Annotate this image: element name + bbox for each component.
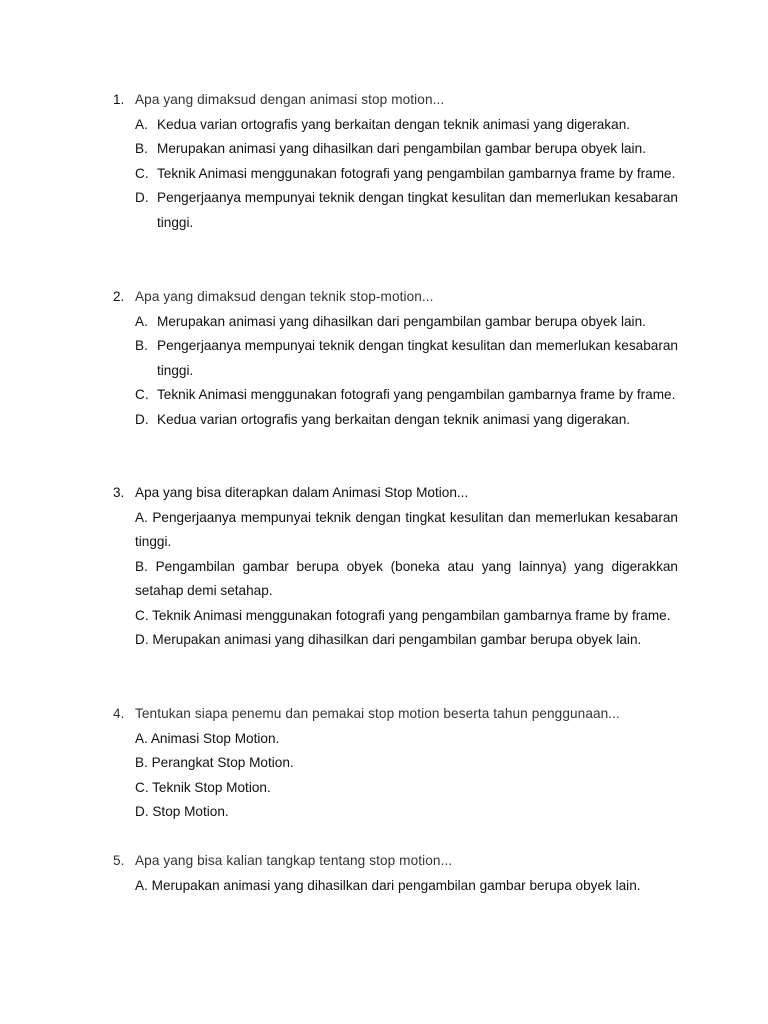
option-c: C. Teknik Stop Motion. xyxy=(135,779,271,795)
option-d: D. Stop Motion. xyxy=(135,804,229,819)
question-4-line xyxy=(113,702,678,727)
option-letter: A. xyxy=(135,313,148,329)
option-text: Kedua varian ortografis yang berkaitan dengan teknik animasi yang digerakan. xyxy=(157,411,631,427)
question-5 xyxy=(113,849,678,898)
question-5-line xyxy=(113,849,678,874)
question-1 xyxy=(113,88,678,235)
option-b: B. Perangkat Stop Motion. xyxy=(135,755,294,770)
option-text: Merupakan animasi yang dihasilkan dari pengambilan gambar berupa obyek lain. xyxy=(157,141,646,156)
option-c xyxy=(135,162,678,187)
option-a: A. Pengerjaanya mempunyai teknik dengan tingkat kesulitan dan memerlukan kesabaran tinggi. xyxy=(135,509,678,549)
question-text: Tentukan siapa penemu dan pemakai stop motion beserta tahun penggunaan... xyxy=(135,706,620,721)
question-text: Apa yang dimaksud dengan animasi stop motion... xyxy=(135,92,445,107)
option-c xyxy=(135,383,678,408)
options-list xyxy=(135,727,678,825)
question-text: Apa yang dimaksud dengan teknik stop-motion... xyxy=(135,289,434,304)
question-2 xyxy=(113,285,678,432)
option-letter: C. xyxy=(135,165,149,181)
option-d xyxy=(135,408,678,433)
question-number: 2. xyxy=(113,289,125,304)
option-b xyxy=(135,334,678,383)
option-a xyxy=(135,310,678,335)
question-text: Apa yang bisa diterapkan dalam Animasi Stop Motion... xyxy=(135,485,469,500)
option-text: Merupakan animasi yang dihasilkan dari pengambilan gambar berupa obyek lain. xyxy=(157,313,646,329)
option-letter: C. xyxy=(135,387,149,402)
options-list xyxy=(135,310,678,433)
question-4 xyxy=(113,702,678,825)
option-a xyxy=(135,113,678,138)
question-3 xyxy=(113,481,678,653)
option-text: Pengerjaanya mempunyai teknik dengan tingkat kesulitan dan memerlukan kesabaran tinggi. xyxy=(157,338,678,378)
option-letter: D. xyxy=(135,190,149,205)
option-d xyxy=(135,186,678,235)
option-d: D. Merupakan animasi yang dihasilkan dari pengambilan gambar berupa obyek lain. xyxy=(135,632,642,647)
option-text: Pengerjaanya mempunyai teknik dengan tingkat kesulitan dan memerlukan kesabaran tinggi. xyxy=(157,190,678,230)
option-text: Kedua varian ortografis yang berkaitan dengan teknik animasi yang digerakan. xyxy=(157,116,631,132)
question-2-line xyxy=(113,285,678,310)
option-text: Teknik Animasi menggunakan fotografi yang pengambilan gambarnya frame by frame. xyxy=(157,165,676,181)
question-3-line xyxy=(113,481,678,506)
option-c: C. Teknik Animasi menggunakan fotografi yang pengambilan gambarnya frame by frame. xyxy=(135,607,671,623)
question-number: 5. xyxy=(113,853,125,868)
option-b xyxy=(135,137,678,162)
options-list xyxy=(135,113,678,236)
options-list xyxy=(135,874,678,899)
option-letter: B. xyxy=(135,141,148,156)
question-number: 1. xyxy=(113,92,125,107)
options-list xyxy=(135,506,678,653)
question-text: Apa yang bisa kalian tangkap tentang stop motion... xyxy=(135,853,453,868)
option-a: A. Animasi Stop Motion. xyxy=(135,730,280,746)
question-1-line xyxy=(113,88,678,113)
option-letter: D. xyxy=(135,411,149,427)
option-a: A. Merupakan animasi yang dihasilkan dari pengambilan gambar berupa obyek lain. xyxy=(135,877,641,893)
option-b: B. Pengambilan gambar berupa obyek (boneka atau yang lainnya) yang digerakkan setahap demi setahap. xyxy=(135,558,678,598)
question-number: 3. xyxy=(113,485,125,500)
option-letter: B. xyxy=(135,338,148,353)
option-text: Teknik Animasi menggunakan fotografi yang pengambilan gambarnya frame by frame. xyxy=(157,387,676,402)
option-letter: A. xyxy=(135,116,148,132)
question-number: 4. xyxy=(113,706,125,721)
